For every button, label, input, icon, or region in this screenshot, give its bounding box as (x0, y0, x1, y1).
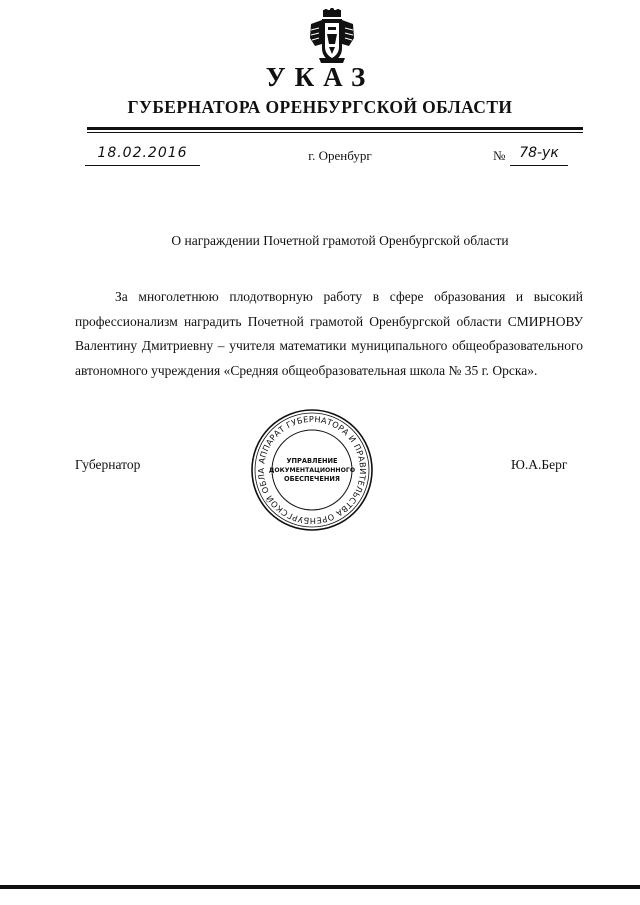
stamp-line-2: ДОКУМЕНТАЦИОННОГО (268, 467, 356, 474)
document-number: 78-ук (510, 145, 568, 166)
signatory-role: Губернатор (75, 457, 141, 472)
decree-heading: О награждении Почетной грамотой Оренбургской области (171, 233, 509, 248)
header-rule-thin (87, 132, 583, 133)
stamp-ring-text: АППАРАТ ГУБЕРНАТОРА И ПРАВИТЕЛЬСТВА ОРЕНБУРГСКОЙ ОБЛА (255, 413, 369, 527)
coat-of-arms-icon (307, 8, 357, 66)
signatory-name: Ю.А.Берг (511, 457, 568, 472)
decree-body-paragraph: За многолетнюю плодотворную работу в сфере образования и высокий профессионализм наградить Почетной грамотой Оренбургской области СМИРНОВУ Валентину Дмитриевну – учителя математики муниципального общеобразовательного автономного учреждения «Средняя общеобразовательная школа № 35 г. Орска». (75, 289, 583, 378)
official-stamp (250, 408, 374, 532)
document-subtitle: ГУБЕРНАТОРА ОРЕНБУРГСКОЙ ОБЛАСТИ (127, 97, 513, 117)
document-date: 18.02.2016 (85, 145, 200, 166)
decree-body (75, 285, 583, 383)
document-number-label: № (493, 148, 506, 163)
page-bottom-bar (0, 885, 640, 889)
document-title: УКАЗ (265, 62, 375, 92)
stamp-line-3: ОБЕСПЕЧЕНИЯ (284, 475, 340, 483)
stamp-line-1: УПРАВЛЕНИЕ (286, 457, 338, 465)
document-city: г. Оренбург (308, 148, 372, 163)
header-rule-thick (87, 127, 583, 130)
